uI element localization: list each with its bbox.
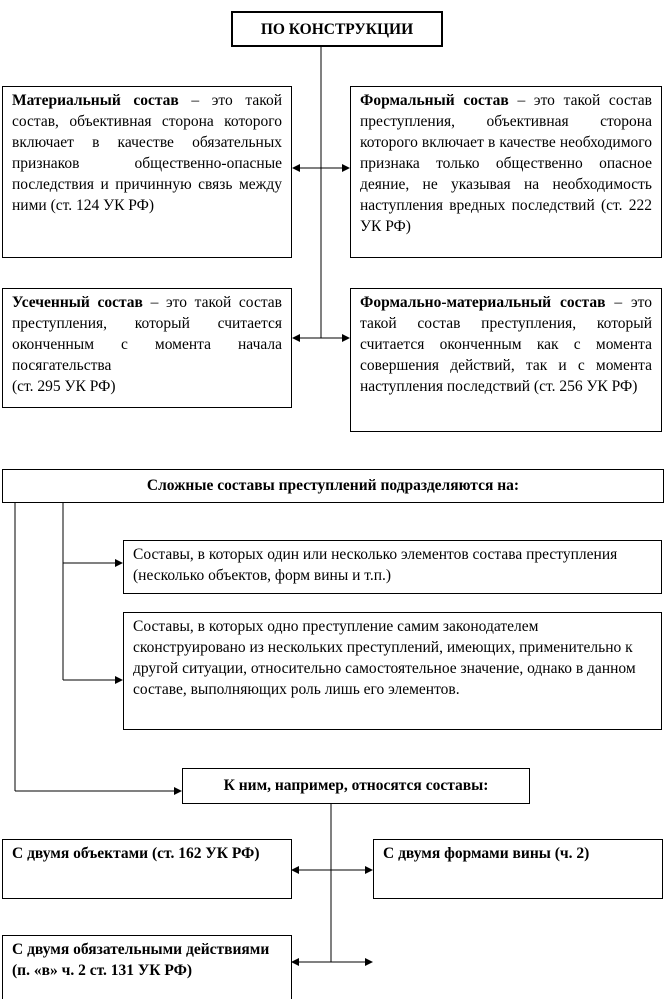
truncated-text: – это такой состав преступления, который считается оконченным с момента начала посягательства [12, 294, 282, 374]
formal-material-term: Формально-материальный состав [360, 294, 606, 311]
formal-material-box [350, 288, 662, 432]
material-term: Материальный состав [12, 92, 179, 109]
truncated-box [2, 288, 292, 408]
ex-forms-box [373, 839, 663, 899]
ex-objects-box [2, 839, 292, 899]
material-box [2, 86, 292, 258]
complex-item2-box [123, 612, 662, 730]
ex-actions-box [2, 935, 292, 999]
complex-header-box [2, 469, 664, 503]
construction-title-box [231, 11, 443, 47]
complex-header: Сложные составы преступлений подразделяются на: [146, 477, 520, 494]
complex-item1-box [123, 540, 662, 594]
complex-item2: Составы, в которых одно преступление самим законодателем сконструировано из нескольких преступлений, имеющих, применительно к другой ситуации, относительно самостоятельное значение, однако в данном составе, выполняющих роль лишь его элементов. [133, 618, 636, 698]
examples-header-box [182, 768, 530, 804]
truncated-ref: (ст. 295 УК РФ) [12, 378, 116, 395]
examples-header: К ним, например, относятся составы: [223, 777, 489, 794]
material-text: – это такой состав, объективная сторона которого включает в качестве обязательных признаков общественно-опасные последствия и причинную связь между ними (ст. 124 УК РФ) [12, 92, 282, 214]
formal-text: – это такой состав преступления, объективная сторона которого включает в качестве необходимого признака только общественно опасное деяние, не указывая на необходимость наступления вредных последствий (ст. 222 УК РФ) [360, 92, 652, 235]
formal-material-text: – это такой состав преступления, который считается оконченным как с момента совершения действий, так и с момента наступления последствий (ст. 256 УК РФ) [360, 294, 652, 395]
complex-item1: Составы, в которых один или несколько элементов состава преступления (несколько объектов, форм вины и т.п.) [133, 546, 618, 584]
formal-box [350, 86, 662, 258]
construction-title: ПО КОНСТРУКЦИИ [260, 21, 414, 38]
formal-term: Формальный состав [360, 92, 509, 109]
ex-actions: С двумя обязательными действиями (п. «в» ч. 2 ст. 131 УК РФ) [12, 941, 270, 979]
ex-forms: С двумя формами вины (ч. 2) [383, 845, 590, 862]
truncated-term: Усеченный состав [12, 294, 143, 311]
ex-objects: С двумя объектами (ст. 162 УК РФ) [12, 845, 260, 862]
